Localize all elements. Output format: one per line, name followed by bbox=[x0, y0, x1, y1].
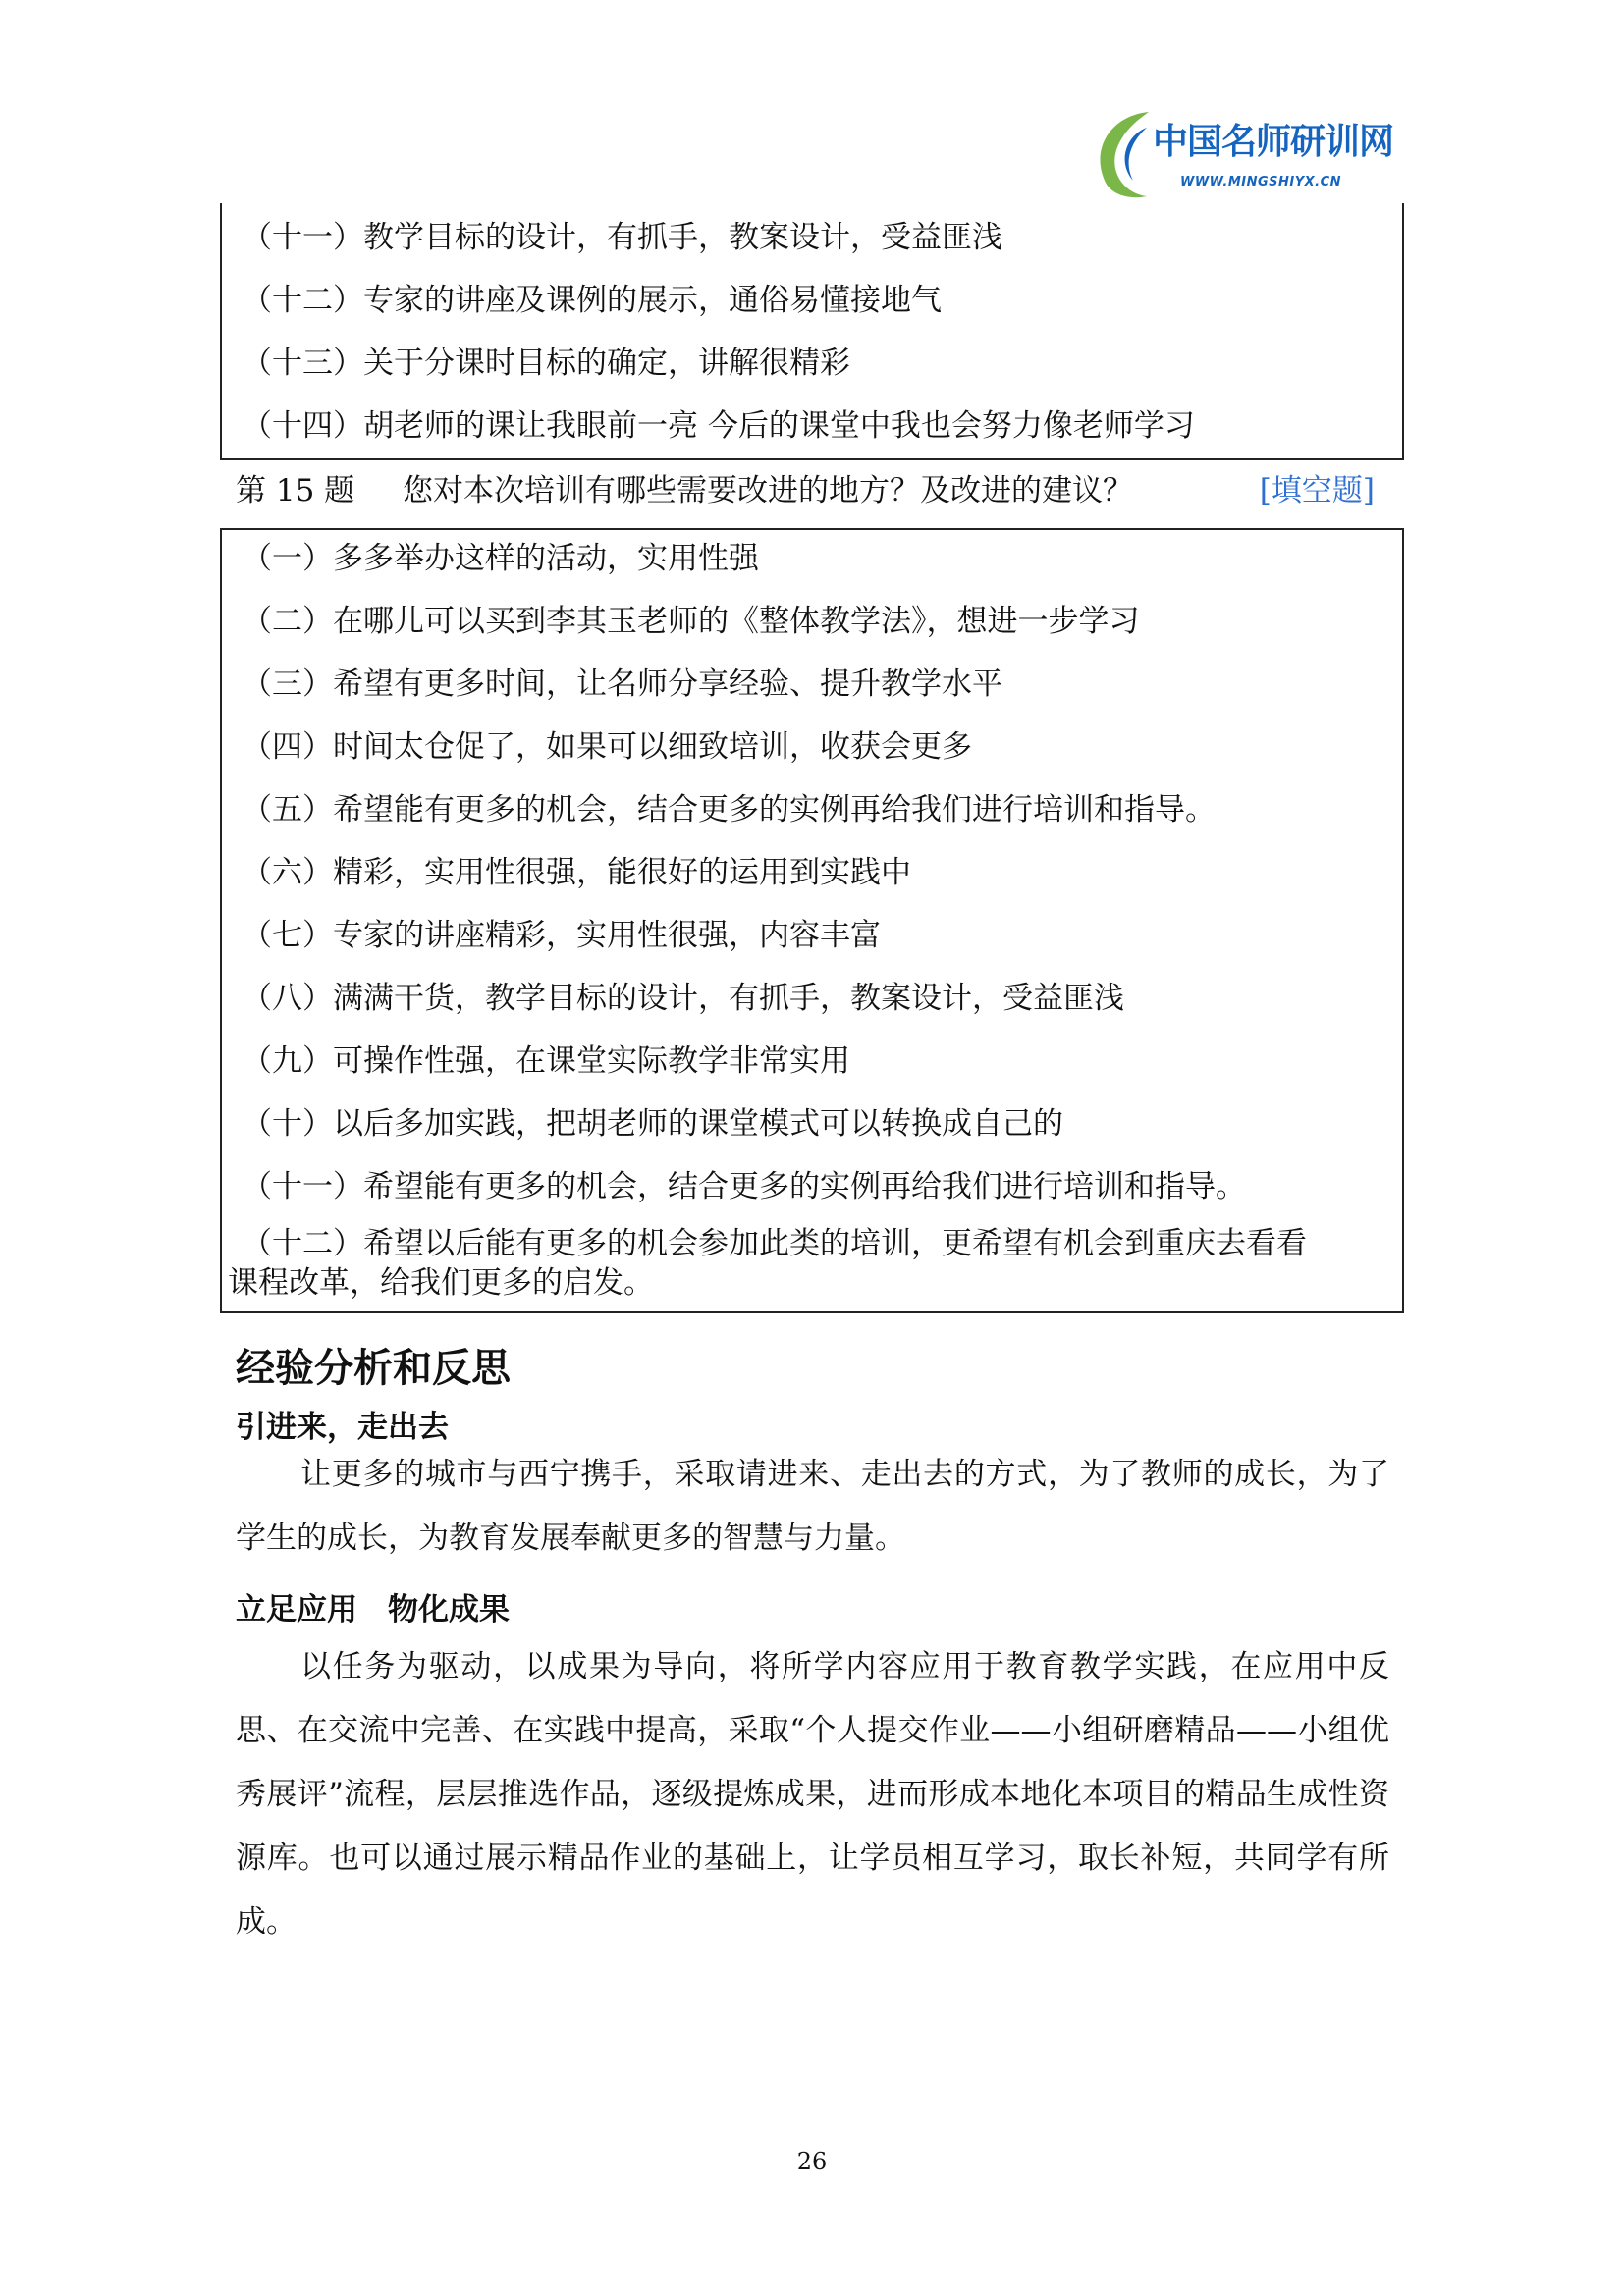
subsection-heading-2: 立足应用 物化成果 bbox=[236, 1592, 510, 1628]
answer-item: （三）希望有更多时间，让名师分享经验、提升教学水平 bbox=[242, 667, 1002, 702]
page-number: 26 bbox=[796, 2148, 828, 2175]
question-number: 第 15 题 bbox=[236, 473, 355, 508]
answer-item: （一）多多举办这样的活动，实用性强 bbox=[242, 541, 759, 576]
subsection-paragraph-1: 让更多的城市与西宁携手，采取请进来、走出去的方式，为了教师的成长，为了学生的成长，为教育发展奉献更多的智慧与力量。 bbox=[236, 1457, 1389, 1556]
answer-item: （十一）希望能有更多的机会，结合更多的实例再给我们进行培训和指导。 bbox=[242, 1169, 1246, 1204]
answer-item: （十三）关于分课时目标的确定，讲解很精彩 bbox=[242, 346, 850, 381]
subsection-paragraph-2: 以任务为驱动，以成果为导向，将所学内容应用于教育教学实践，在应用中反思、在交流中完善、在实践中提高，采取“个人提交作业——小组研磨精品——小组优秀展评”流程，层层推选作品，逐级提炼成果，进而形成本地化本项目的精品生成性资源库。也可以通过展示精品作业的基础上，让学员相互学习，取长补短，共同学有所成。 bbox=[236, 1649, 1389, 1940]
question-type: [填空题] bbox=[1259, 473, 1375, 508]
answer-item: （十四）胡老师的课让我眼前一亮 今后的课堂中我也会努力像老师学习 bbox=[242, 408, 1195, 444]
logo-url: WWW.MINGSHIYX.CN bbox=[1180, 175, 1342, 189]
answer-item: （八）满满干货，教学目标的设计，有抓手，教案设计，受益匪浅 bbox=[242, 981, 1124, 1016]
q14-answer-box bbox=[220, 203, 1404, 460]
answer-item-continuation: 课程改革，给我们更多的启发。 bbox=[228, 1265, 654, 1301]
answer-item: （五）希望能有更多的机会，结合更多的实例再给我们进行培训和指导。 bbox=[242, 792, 1216, 828]
answer-item: （九）可操作性强，在课堂实际教学非常实用 bbox=[242, 1043, 850, 1079]
answer-item: （十一）教学目标的设计，有抓手，教案设计，受益匪浅 bbox=[242, 220, 1002, 255]
answer-item: （四）时间太仓促了，如果可以细致培训，收获会更多 bbox=[242, 729, 972, 765]
question-text: 您对本次培训有哪些需要改进的地方？及改进的建议？ bbox=[403, 473, 1133, 508]
answer-item: （六）精彩，实用性很强，能很好的运用到实践中 bbox=[242, 855, 911, 890]
logo-text: 中国名师研训网 bbox=[1153, 122, 1394, 162]
answer-item: （十二）专家的讲座及课例的展示，通俗易懂接地气 bbox=[242, 283, 942, 318]
subsection-heading-1: 引进来，走出去 bbox=[236, 1410, 449, 1445]
section-title: 经验分析和反思 bbox=[236, 1346, 511, 1391]
answer-item: （十二）希望以后能有更多的机会参加此类的培训，更希望有机会到重庆去看看 bbox=[242, 1226, 1307, 1261]
answer-item: （十）以后多加实践，把胡老师的课堂模式可以转换成自己的 bbox=[242, 1106, 1063, 1142]
site-logo bbox=[1090, 106, 1394, 204]
answer-item: （二）在哪儿可以买到李其玉老师的《整体教学法》，想进一步学习 bbox=[242, 604, 1140, 639]
answer-item: （七）专家的讲座精彩，实用性很强，内容丰富 bbox=[242, 918, 881, 953]
q15-answer-box bbox=[220, 528, 1404, 1313]
